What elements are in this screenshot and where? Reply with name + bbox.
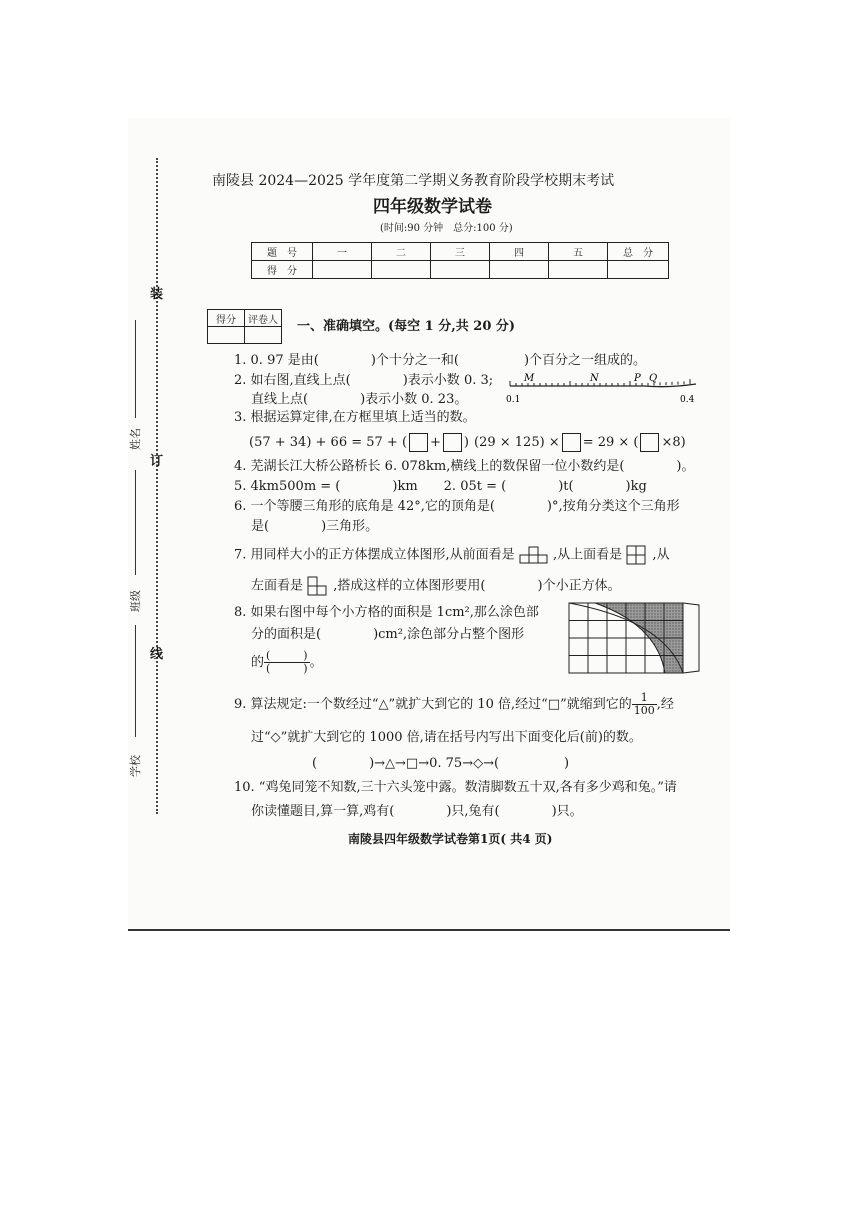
front-view-icon <box>519 546 549 564</box>
question-3-expression-2 <box>474 432 686 454</box>
score-row-label: 得 分 <box>252 261 313 279</box>
number-line-label-p: P <box>634 373 641 384</box>
q7-text-4: 左面看是 <box>251 578 304 594</box>
number-line-start-label: 0.1 <box>506 395 521 405</box>
score-header-cell: 三 <box>431 243 490 261</box>
q3-expr2-left: (29 × 125) × <box>474 435 560 450</box>
question-6-line1: 6. 一个等腰三角形的底角是 42°,它的顶角是( )°,按角分类这个三角形 <box>234 499 680 514</box>
binding-dotted-line <box>156 158 158 814</box>
question-9-line2: 过“◇”就扩大到它的 1000 倍,请在括号内写出下面变化后(前)的数。 <box>251 730 642 745</box>
field-label-name: 姓名 <box>129 428 142 450</box>
q8-fraction-numerator: ( ) <box>266 649 308 662</box>
field-label-school: 学校 <box>129 755 142 777</box>
question-10-line1: 10. “鸡兔同笼不知数,三十六头笼中露。数清脚数五十双,各有多少鸡和兔。”请 <box>234 780 677 795</box>
answer-box[interactable] <box>640 433 659 452</box>
grader-header-grader: 评卷人 <box>245 310 282 327</box>
exam-title: 四年级数学试卷 <box>373 197 492 217</box>
class-write-line <box>135 470 136 575</box>
q7-text-2: ,从上面看是 <box>552 547 623 563</box>
q8-answer-fraction[interactable] <box>264 650 310 675</box>
margin-label-ding: 订 <box>150 454 164 469</box>
question-7-line1 <box>234 545 670 566</box>
score-header-cell: 一 <box>313 243 372 261</box>
q9-text-1: 9. 算法规定:一个数经过“△”就扩大到它的 10 倍,经过“□”就缩到它的 <box>234 697 632 712</box>
answer-box[interactable] <box>409 433 428 452</box>
top-view-icon <box>626 545 648 565</box>
score-header-cell: 总 分 <box>608 243 669 261</box>
question-8-line1: 8. 如果右图中每个小方格的面积是 1cm²,那么涂色部 <box>234 605 539 620</box>
q8-text-pre: 的 <box>251 655 265 670</box>
grader-score-cell[interactable] <box>208 327 245 344</box>
q9-fraction-denominator: 100 <box>633 704 655 717</box>
q3-expr2-middle: = 29 × ( <box>582 435 639 450</box>
q3-expr1-plus: + <box>430 435 441 450</box>
score-table-row <box>252 261 669 279</box>
question-4: 4. 芜湖长江大桥公路桥长 6. 078km,横线上的数保留一位小数约是( )。 <box>234 459 695 474</box>
score-input-cell[interactable] <box>431 261 490 279</box>
score-input-cell[interactable] <box>549 261 608 279</box>
question-9-chain: ( )→△→□→0. 75→◇→( ) <box>312 756 570 771</box>
question-3-expression-1 <box>249 432 469 454</box>
margin-label-xian: 线 <box>150 647 164 662</box>
score-table-header-row <box>252 243 669 261</box>
q8-text-post: 。 <box>309 655 323 670</box>
field-label-class: 班级 <box>129 590 142 612</box>
q9-fraction <box>632 692 657 717</box>
q3-expr1-end: ) <box>463 435 469 450</box>
q9-text-2: ,经 <box>656 697 674 712</box>
question-5: 5. 4km500m = ( )km 2. 05t = ( )t( )kg <box>234 479 647 494</box>
question-2-line1: 2. 如右图,直线上点( )表示小数 0. 3; <box>234 373 494 388</box>
question-10-line2: 你读懂题目,算一算,鸡有( )只,兔有( )只。 <box>251 804 583 819</box>
score-table <box>251 242 669 279</box>
section1-title: 一、准确填空。(每空 1 分,共 20 分) <box>297 319 516 334</box>
exam-header-line: 南陵县 2024—2025 学年度第二学期义务教育阶段学校期末考试 <box>212 173 615 189</box>
page-footer: 南陵县四年级数学试卷第1页( 共4 页) <box>348 832 553 846</box>
score-input-cell[interactable] <box>372 261 431 279</box>
answer-box[interactable] <box>562 433 581 452</box>
number-line-label-q: Q <box>649 373 658 384</box>
shaded-grid-figure <box>567 601 701 675</box>
score-input-cell[interactable] <box>608 261 669 279</box>
score-input-cell[interactable] <box>313 261 372 279</box>
name-write-line <box>135 320 136 418</box>
score-header-cell: 四 <box>490 243 549 261</box>
left-view-icon <box>307 576 329 596</box>
q3-expr2-end: ×8) <box>661 435 686 450</box>
number-line-end-label: 0.4 <box>680 395 695 405</box>
q7-text-5: ,搭成这样的立体图形要用( )个小正方体。 <box>333 578 621 594</box>
question-7-line2 <box>251 576 621 597</box>
score-header-cell: 五 <box>549 243 608 261</box>
question-6-line2: 是( )三角形。 <box>251 519 379 534</box>
number-line-label-m: M <box>524 373 535 384</box>
q8-fraction-denominator: ( ) <box>266 662 308 675</box>
score-header-cell: 二 <box>372 243 431 261</box>
score-header-cell: 题 号 <box>252 243 313 261</box>
school-write-line <box>135 625 136 737</box>
answer-box[interactable] <box>443 433 462 452</box>
question-9-line1 <box>234 692 674 718</box>
grader-header-score: 得分 <box>208 310 245 327</box>
q3-expr1-left: (57 + 34) + 66 = 57 + ( <box>249 435 408 450</box>
number-line-label-n: N <box>590 373 599 384</box>
exam-subtitle: (时间:90 分钟 总分:100 分) <box>380 223 513 234</box>
q7-text-3: ,从 <box>652 547 670 563</box>
score-input-cell[interactable] <box>490 261 549 279</box>
page-bottom-rule <box>128 929 730 931</box>
margin-label-zhuang: 装 <box>150 287 164 302</box>
grader-name-cell[interactable] <box>245 327 282 344</box>
grader-table <box>207 309 282 344</box>
question-3: 3. 根据运算定律,在方框里填上适当的数。 <box>234 410 476 425</box>
question-8-line3 <box>251 648 323 678</box>
question-8-line2: 分的面积是( )cm²,涂色部分占整个图形 <box>251 627 525 642</box>
number-line-figure <box>504 372 704 406</box>
question-1: 1. 0. 97 是由( )个十分之一和( )个百分之一组成的。 <box>234 353 647 368</box>
question-2-line2: 直线上点( )表示小数 0. 23。 <box>251 392 468 407</box>
q9-fraction-numerator: 1 <box>632 692 657 705</box>
q7-text-1: 7. 用同样大小的正方体摆成立体图形,从前面看是 <box>234 547 515 563</box>
